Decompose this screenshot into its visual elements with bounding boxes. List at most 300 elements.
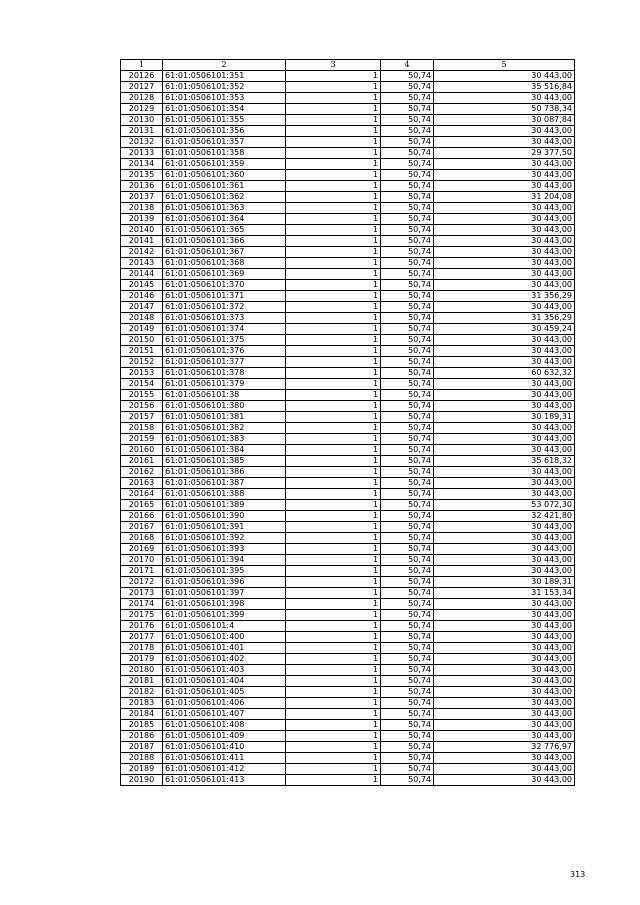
- cadastral-number-cell: 61:01:0506101:369: [163, 269, 286, 280]
- row-number-cell: 20147: [121, 302, 163, 313]
- rate-cell: 50,74: [381, 566, 434, 577]
- table-row: [121, 720, 575, 731]
- table-row: [121, 610, 575, 621]
- count-cell: 1: [286, 71, 381, 82]
- table-row: [121, 247, 575, 258]
- table-row: [121, 456, 575, 467]
- cadastral-number-cell: 61:01:0506101:396: [163, 577, 286, 588]
- rate-cell: 50,74: [381, 236, 434, 247]
- cadastral-number-cell: 61:01:0506101:352: [163, 82, 286, 93]
- cadastral-number-cell: 61:01:0506101:410: [163, 742, 286, 753]
- table-row: [121, 258, 575, 269]
- count-cell: 1: [286, 357, 381, 368]
- rate-cell: 50,74: [381, 445, 434, 456]
- row-number-cell: 20145: [121, 280, 163, 291]
- table-row: [121, 676, 575, 687]
- count-cell: 1: [286, 467, 381, 478]
- amount-cell: 30 443,00: [434, 632, 575, 643]
- rate-cell: 50,74: [381, 588, 434, 599]
- count-cell: 1: [286, 489, 381, 500]
- row-number-cell: 20163: [121, 478, 163, 489]
- cadastral-number-cell: 61:01:0506101:378: [163, 368, 286, 379]
- rate-cell: 50,74: [381, 599, 434, 610]
- amount-cell: 32 776,97: [434, 742, 575, 753]
- cadastral-number-cell: 61:01:0506101:388: [163, 489, 286, 500]
- rate-cell: 50,74: [381, 555, 434, 566]
- rate-cell: 50,74: [381, 654, 434, 665]
- rate-cell: 50,74: [381, 82, 434, 93]
- amount-cell: 30 443,00: [434, 621, 575, 632]
- row-number-cell: 20173: [121, 588, 163, 599]
- count-cell: 1: [286, 269, 381, 280]
- count-cell: 1: [286, 258, 381, 269]
- rate-cell: 50,74: [381, 335, 434, 346]
- cadastral-number-cell: 61:01:0506101:363: [163, 203, 286, 214]
- count-cell: 1: [286, 390, 381, 401]
- row-number-cell: 20182: [121, 687, 163, 698]
- count-cell: 1: [286, 104, 381, 115]
- amount-cell: 30 443,00: [434, 764, 575, 775]
- table-row: [121, 368, 575, 379]
- rate-cell: 50,74: [381, 577, 434, 588]
- count-cell: 1: [286, 654, 381, 665]
- row-number-cell: 20190: [121, 775, 163, 786]
- row-number-cell: 20184: [121, 709, 163, 720]
- row-number-cell: 20179: [121, 654, 163, 665]
- row-number-cell: 20146: [121, 291, 163, 302]
- rate-cell: 50,74: [381, 214, 434, 225]
- count-cell: 1: [286, 434, 381, 445]
- amount-cell: 30 443,00: [434, 159, 575, 170]
- cadastral-number-cell: 61:01:0506101:38: [163, 390, 286, 401]
- cadastral-number-cell: 61:01:0506101:358: [163, 148, 286, 159]
- cadastral-number-cell: 61:01:0506101:387: [163, 478, 286, 489]
- cadastral-number-cell: 61:01:0506101:374: [163, 324, 286, 335]
- row-number-cell: 20170: [121, 555, 163, 566]
- rate-cell: 50,74: [381, 775, 434, 786]
- cadastral-number-cell: 61:01:0506101:401: [163, 643, 286, 654]
- row-number-cell: 20137: [121, 192, 163, 203]
- row-number-cell: 20136: [121, 181, 163, 192]
- amount-cell: 30 443,00: [434, 434, 575, 445]
- amount-cell: 30 443,00: [434, 720, 575, 731]
- amount-cell: 30 443,00: [434, 676, 575, 687]
- rate-cell: 50,74: [381, 522, 434, 533]
- amount-cell: 35 516,84: [434, 82, 575, 93]
- amount-cell: 30 443,00: [434, 445, 575, 456]
- rate-cell: 50,74: [381, 753, 434, 764]
- amount-cell: 30 443,00: [434, 566, 575, 577]
- amount-cell: 29 377,50: [434, 148, 575, 159]
- rate-cell: 50,74: [381, 742, 434, 753]
- row-number-cell: 20177: [121, 632, 163, 643]
- count-cell: 1: [286, 93, 381, 104]
- count-cell: 1: [286, 643, 381, 654]
- rate-cell: 50,74: [381, 357, 434, 368]
- cadastral-number-cell: 61:01:0506101:365: [163, 225, 286, 236]
- count-cell: 1: [286, 632, 381, 643]
- table-row: [121, 181, 575, 192]
- cadastral-number-cell: 61:01:0506101:384: [163, 445, 286, 456]
- table-row: [121, 423, 575, 434]
- rate-cell: 50,74: [381, 709, 434, 720]
- table-row: [121, 467, 575, 478]
- row-number-cell: 20143: [121, 258, 163, 269]
- row-number-cell: 20159: [121, 434, 163, 445]
- rate-cell: 50,74: [381, 181, 434, 192]
- count-cell: 1: [286, 687, 381, 698]
- table-row: [121, 588, 575, 599]
- amount-cell: 30 443,00: [434, 401, 575, 412]
- amount-cell: 30 443,00: [434, 544, 575, 555]
- rate-cell: 50,74: [381, 71, 434, 82]
- count-cell: 1: [286, 753, 381, 764]
- count-cell: 1: [286, 214, 381, 225]
- row-number-cell: 20135: [121, 170, 163, 181]
- rate-cell: 50,74: [381, 170, 434, 181]
- cadastral-number-cell: 61:01:0506101:413: [163, 775, 286, 786]
- table-row: [121, 93, 575, 104]
- table-row: [121, 478, 575, 489]
- amount-cell: 30 443,00: [434, 643, 575, 654]
- row-number-cell: 20156: [121, 401, 163, 412]
- count-cell: 1: [286, 82, 381, 93]
- row-number-cell: 20139: [121, 214, 163, 225]
- count-cell: 1: [286, 192, 381, 203]
- cadastral-number-cell: 61:01:0506101:392: [163, 533, 286, 544]
- count-cell: 1: [286, 225, 381, 236]
- row-number-cell: 20164: [121, 489, 163, 500]
- cadastral-number-cell: 61:01:0506101:351: [163, 71, 286, 82]
- cadastral-number-cell: 61:01:0506101:383: [163, 434, 286, 445]
- count-cell: 1: [286, 291, 381, 302]
- cadastral-number-cell: 61:01:0506101:373: [163, 313, 286, 324]
- row-number-cell: 20140: [121, 225, 163, 236]
- amount-cell: 30 443,00: [434, 302, 575, 313]
- count-cell: 1: [286, 500, 381, 511]
- cadastral-number-cell: 61:01:0506101:398: [163, 599, 286, 610]
- rate-cell: 50,74: [381, 665, 434, 676]
- table-row: [121, 236, 575, 247]
- count-cell: 1: [286, 423, 381, 434]
- column-header-3: 3: [286, 60, 381, 71]
- rate-cell: 50,74: [381, 291, 434, 302]
- data-table: [120, 59, 575, 786]
- rate-cell: 50,74: [381, 159, 434, 170]
- amount-cell: 30 443,00: [434, 258, 575, 269]
- table-row: [121, 346, 575, 357]
- table-row: [121, 126, 575, 137]
- amount-cell: 30 443,00: [434, 280, 575, 291]
- cadastral-number-cell: 61:01:0506101:382: [163, 423, 286, 434]
- table-row: [121, 632, 575, 643]
- table-body: [121, 71, 575, 786]
- cadastral-number-cell: 61:01:0506101:403: [163, 665, 286, 676]
- row-number-cell: 20134: [121, 159, 163, 170]
- amount-cell: 30 443,00: [434, 555, 575, 566]
- column-header-2: 2: [163, 60, 286, 71]
- table-row: [121, 445, 575, 456]
- row-number-cell: 20150: [121, 335, 163, 346]
- table-row: [121, 335, 575, 346]
- table-row: [121, 511, 575, 522]
- count-cell: 1: [286, 533, 381, 544]
- table-row: [121, 302, 575, 313]
- count-cell: 1: [286, 742, 381, 753]
- rate-cell: 50,74: [381, 610, 434, 621]
- row-number-cell: 20127: [121, 82, 163, 93]
- count-cell: 1: [286, 181, 381, 192]
- table-row: [121, 687, 575, 698]
- amount-cell: 30 443,00: [434, 357, 575, 368]
- row-number-cell: 20176: [121, 621, 163, 632]
- table-row: [121, 698, 575, 709]
- cadastral-number-cell: 61:01:0506101:393: [163, 544, 286, 555]
- count-cell: 1: [286, 159, 381, 170]
- amount-cell: 30 443,00: [434, 269, 575, 280]
- cadastral-number-cell: 61:01:0506101:377: [163, 357, 286, 368]
- amount-cell: 31 356,29: [434, 291, 575, 302]
- rate-cell: 50,74: [381, 225, 434, 236]
- cadastral-number-cell: 61:01:0506101:376: [163, 346, 286, 357]
- rate-cell: 50,74: [381, 324, 434, 335]
- row-number-cell: 20152: [121, 357, 163, 368]
- table-row: [121, 115, 575, 126]
- count-cell: 1: [286, 346, 381, 357]
- page-number: 313: [570, 870, 586, 879]
- amount-cell: 32 421,80: [434, 511, 575, 522]
- cadastral-number-cell: 61:01:0506101:407: [163, 709, 286, 720]
- amount-cell: 50 738,34: [434, 104, 575, 115]
- row-number-cell: 20165: [121, 500, 163, 511]
- amount-cell: 30 443,00: [434, 137, 575, 148]
- cadastral-number-cell: 61:01:0506101:372: [163, 302, 286, 313]
- table-row: [121, 390, 575, 401]
- count-cell: 1: [286, 203, 381, 214]
- rate-cell: 50,74: [381, 192, 434, 203]
- table-row: [121, 544, 575, 555]
- table-row: [121, 203, 575, 214]
- row-number-cell: 20155: [121, 390, 163, 401]
- row-number-cell: 20172: [121, 577, 163, 588]
- table-row: [121, 291, 575, 302]
- row-number-cell: 20154: [121, 379, 163, 390]
- row-number-cell: 20151: [121, 346, 163, 357]
- table-row: [121, 104, 575, 115]
- table-row: [121, 665, 575, 676]
- amount-cell: 31 204,08: [434, 192, 575, 203]
- cadastral-number-cell: 61:01:0506101:361: [163, 181, 286, 192]
- count-cell: 1: [286, 456, 381, 467]
- rate-cell: 50,74: [381, 346, 434, 357]
- amount-cell: 30 443,00: [434, 698, 575, 709]
- cadastral-number-cell: 61:01:0506101:379: [163, 379, 286, 390]
- rate-cell: 50,74: [381, 93, 434, 104]
- table-row: [121, 533, 575, 544]
- cadastral-number-cell: 61:01:0506101:375: [163, 335, 286, 346]
- rate-cell: 50,74: [381, 456, 434, 467]
- cadastral-number-cell: 61:01:0506101:357: [163, 137, 286, 148]
- table-row: [121, 71, 575, 82]
- row-number-cell: 20138: [121, 203, 163, 214]
- table-row: [121, 379, 575, 390]
- row-number-cell: 20157: [121, 412, 163, 423]
- table-row: [121, 654, 575, 665]
- cadastral-number-cell: 61:01:0506101:394: [163, 555, 286, 566]
- cadastral-number-cell: 61:01:0506101:364: [163, 214, 286, 225]
- rate-cell: 50,74: [381, 478, 434, 489]
- amount-cell: 31 153,34: [434, 588, 575, 599]
- cadastral-number-cell: 61:01:0506101:362: [163, 192, 286, 203]
- count-cell: 1: [286, 665, 381, 676]
- row-number-cell: 20186: [121, 731, 163, 742]
- rate-cell: 50,74: [381, 203, 434, 214]
- amount-cell: 30 443,00: [434, 126, 575, 137]
- cadastral-number-cell: 61:01:0506101:404: [163, 676, 286, 687]
- amount-cell: 30 443,00: [434, 599, 575, 610]
- amount-cell: 30 443,00: [434, 687, 575, 698]
- table-row: [121, 214, 575, 225]
- row-number-cell: 20133: [121, 148, 163, 159]
- cadastral-number-cell: 61:01:0506101:385: [163, 456, 286, 467]
- row-number-cell: 20126: [121, 71, 163, 82]
- table-row: [121, 269, 575, 280]
- rate-cell: 50,74: [381, 621, 434, 632]
- row-number-cell: 20149: [121, 324, 163, 335]
- row-number-cell: 20181: [121, 676, 163, 687]
- count-cell: 1: [286, 522, 381, 533]
- table-row: [121, 599, 575, 610]
- count-cell: 1: [286, 621, 381, 632]
- table-row: [121, 82, 575, 93]
- table-row: [121, 577, 575, 588]
- amount-cell: 30 443,00: [434, 379, 575, 390]
- amount-cell: 30 459,24: [434, 324, 575, 335]
- amount-cell: 30 443,00: [434, 467, 575, 478]
- count-cell: 1: [286, 170, 381, 181]
- amount-cell: 30 443,00: [434, 775, 575, 786]
- count-cell: 1: [286, 313, 381, 324]
- count-cell: 1: [286, 412, 381, 423]
- table-header-row: [121, 60, 575, 71]
- table-row: [121, 555, 575, 566]
- row-number-cell: 20141: [121, 236, 163, 247]
- amount-cell: 30 443,00: [434, 170, 575, 181]
- table-row: [121, 500, 575, 511]
- cadastral-number-cell: 61:01:0506101:408: [163, 720, 286, 731]
- cadastral-number-cell: 61:01:0506101:402: [163, 654, 286, 665]
- count-cell: 1: [286, 445, 381, 456]
- row-number-cell: 20161: [121, 456, 163, 467]
- cadastral-number-cell: 61:01:0506101:356: [163, 126, 286, 137]
- rate-cell: 50,74: [381, 731, 434, 742]
- table-row: [121, 412, 575, 423]
- count-cell: 1: [286, 731, 381, 742]
- cadastral-number-cell: 61:01:0506101:406: [163, 698, 286, 709]
- row-number-cell: 20160: [121, 445, 163, 456]
- amount-cell: 30 443,00: [434, 489, 575, 500]
- rate-cell: 50,74: [381, 533, 434, 544]
- rate-cell: 50,74: [381, 115, 434, 126]
- cadastral-number-cell: 61:01:0506101:391: [163, 522, 286, 533]
- amount-cell: 30 443,00: [434, 731, 575, 742]
- count-cell: 1: [286, 544, 381, 555]
- cadastral-number-cell: 61:01:0506101:399: [163, 610, 286, 621]
- cadastral-number-cell: 61:01:0506101:370: [163, 280, 286, 291]
- table-row: [121, 137, 575, 148]
- cadastral-number-cell: 61:01:0506101:386: [163, 467, 286, 478]
- rate-cell: 50,74: [381, 643, 434, 654]
- count-cell: 1: [286, 302, 381, 313]
- rate-cell: 50,74: [381, 698, 434, 709]
- amount-cell: 30 189,31: [434, 412, 575, 423]
- table-row: [121, 313, 575, 324]
- rate-cell: 50,74: [381, 148, 434, 159]
- amount-cell: 30 443,00: [434, 665, 575, 676]
- cadastral-number-cell: 61:01:0506101:353: [163, 93, 286, 104]
- rate-cell: 50,74: [381, 302, 434, 313]
- cadastral-number-cell: 61:01:0506101:380: [163, 401, 286, 412]
- count-cell: 1: [286, 698, 381, 709]
- row-number-cell: 20166: [121, 511, 163, 522]
- count-cell: 1: [286, 335, 381, 346]
- rate-cell: 50,74: [381, 511, 434, 522]
- count-cell: 1: [286, 401, 381, 412]
- row-number-cell: 20183: [121, 698, 163, 709]
- rate-cell: 50,74: [381, 401, 434, 412]
- table-row: [121, 401, 575, 412]
- column-header-5: 5: [434, 60, 575, 71]
- count-cell: 1: [286, 588, 381, 599]
- amount-cell: 30 443,00: [434, 203, 575, 214]
- row-number-cell: 20174: [121, 599, 163, 610]
- table-row: [121, 280, 575, 291]
- amount-cell: 30 087,84: [434, 115, 575, 126]
- count-cell: 1: [286, 720, 381, 731]
- cadastral-number-cell: 61:01:0506101:397: [163, 588, 286, 599]
- rate-cell: 50,74: [381, 489, 434, 500]
- cadastral-number-cell: 61:01:0506101:395: [163, 566, 286, 577]
- rate-cell: 50,74: [381, 137, 434, 148]
- row-number-cell: 20128: [121, 93, 163, 104]
- count-cell: 1: [286, 610, 381, 621]
- rate-cell: 50,74: [381, 390, 434, 401]
- cadastral-number-cell: 61:01:0506101:389: [163, 500, 286, 511]
- amount-cell: 30 443,00: [434, 423, 575, 434]
- rate-cell: 50,74: [381, 280, 434, 291]
- cadastral-number-cell: 61:01:0506101:359: [163, 159, 286, 170]
- count-cell: 1: [286, 511, 381, 522]
- row-number-cell: 20158: [121, 423, 163, 434]
- cadastral-number-cell: 61:01:0506101:360: [163, 170, 286, 181]
- rate-cell: 50,74: [381, 687, 434, 698]
- table-row: [121, 159, 575, 170]
- table-row: [121, 753, 575, 764]
- cadastral-number-cell: 61:01:0506101:390: [163, 511, 286, 522]
- table-row: [121, 775, 575, 786]
- row-number-cell: 20178: [121, 643, 163, 654]
- count-cell: 1: [286, 555, 381, 566]
- count-cell: 1: [286, 764, 381, 775]
- amount-cell: 30 443,00: [434, 93, 575, 104]
- row-number-cell: 20171: [121, 566, 163, 577]
- count-cell: 1: [286, 775, 381, 786]
- cadastral-number-cell: 61:01:0506101:355: [163, 115, 286, 126]
- rate-cell: 50,74: [381, 423, 434, 434]
- count-cell: 1: [286, 566, 381, 577]
- table-row: [121, 357, 575, 368]
- table-row: [121, 621, 575, 632]
